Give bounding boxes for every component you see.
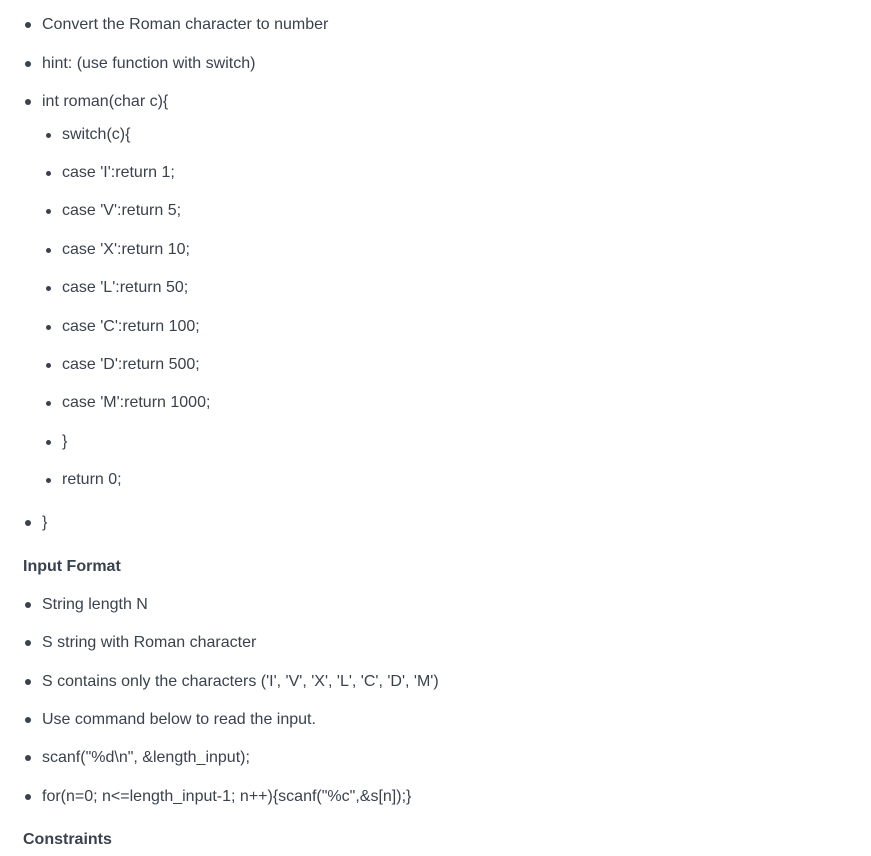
nested-list-item: case 'C':return 100; <box>62 317 200 337</box>
nested-list-item: case 'V':return 5; <box>62 201 181 221</box>
bullet-icon <box>25 755 31 761</box>
constraints-heading: Constraints <box>23 831 112 848</box>
bullet-icon <box>25 61 31 67</box>
nested-list-item: switch(c){ <box>62 125 130 145</box>
list-item: scanf("%d\n", &length_input); <box>42 748 250 768</box>
nested-list-item: case 'X':return 10; <box>62 240 190 260</box>
nested-list-item: } <box>62 432 67 452</box>
bullet-icon <box>25 22 31 28</box>
bullet-icon <box>25 640 31 646</box>
bullet-icon <box>46 325 51 330</box>
bullet-icon <box>46 209 51 214</box>
bullet-icon <box>25 520 31 526</box>
list-item: hint: (use function with switch) <box>42 54 255 74</box>
bullet-icon <box>46 478 51 483</box>
list-item: String length N <box>42 595 148 615</box>
list-item: S string with Roman character <box>42 633 256 653</box>
bullet-icon <box>46 286 51 291</box>
bullet-icon <box>46 248 51 253</box>
nested-list-item: case 'L':return 50; <box>62 278 188 298</box>
bullet-icon <box>25 99 31 105</box>
list-item: Use command below to read the input. <box>42 710 316 730</box>
bullet-icon <box>46 363 51 368</box>
list-item: int roman(char c){ <box>42 92 168 112</box>
input-format-heading: Input Format <box>23 558 121 575</box>
bullet-icon <box>25 794 31 800</box>
list-item: for(n=0; n<=length_input-1; n++){scanf("%c",&s[n]);} <box>42 787 411 807</box>
bullet-icon <box>25 717 31 723</box>
bullet-icon <box>46 401 51 406</box>
bullet-icon <box>46 440 51 445</box>
nested-list-item: return 0; <box>62 470 122 490</box>
nested-list-item: case 'D':return 500; <box>62 355 200 375</box>
nested-list-item: case 'M':return 1000; <box>62 393 210 413</box>
nested-list-item: case 'I':return 1; <box>62 163 175 183</box>
list-item: Convert the Roman character to number <box>42 15 328 35</box>
bullet-icon <box>25 679 31 685</box>
bullet-icon <box>25 602 31 608</box>
list-item: } <box>42 513 47 533</box>
bullet-icon <box>46 133 51 138</box>
bullet-icon <box>46 171 51 176</box>
list-item: S contains only the characters ('I', 'V', 'X', 'L', 'C', 'D', 'M') <box>42 672 439 692</box>
